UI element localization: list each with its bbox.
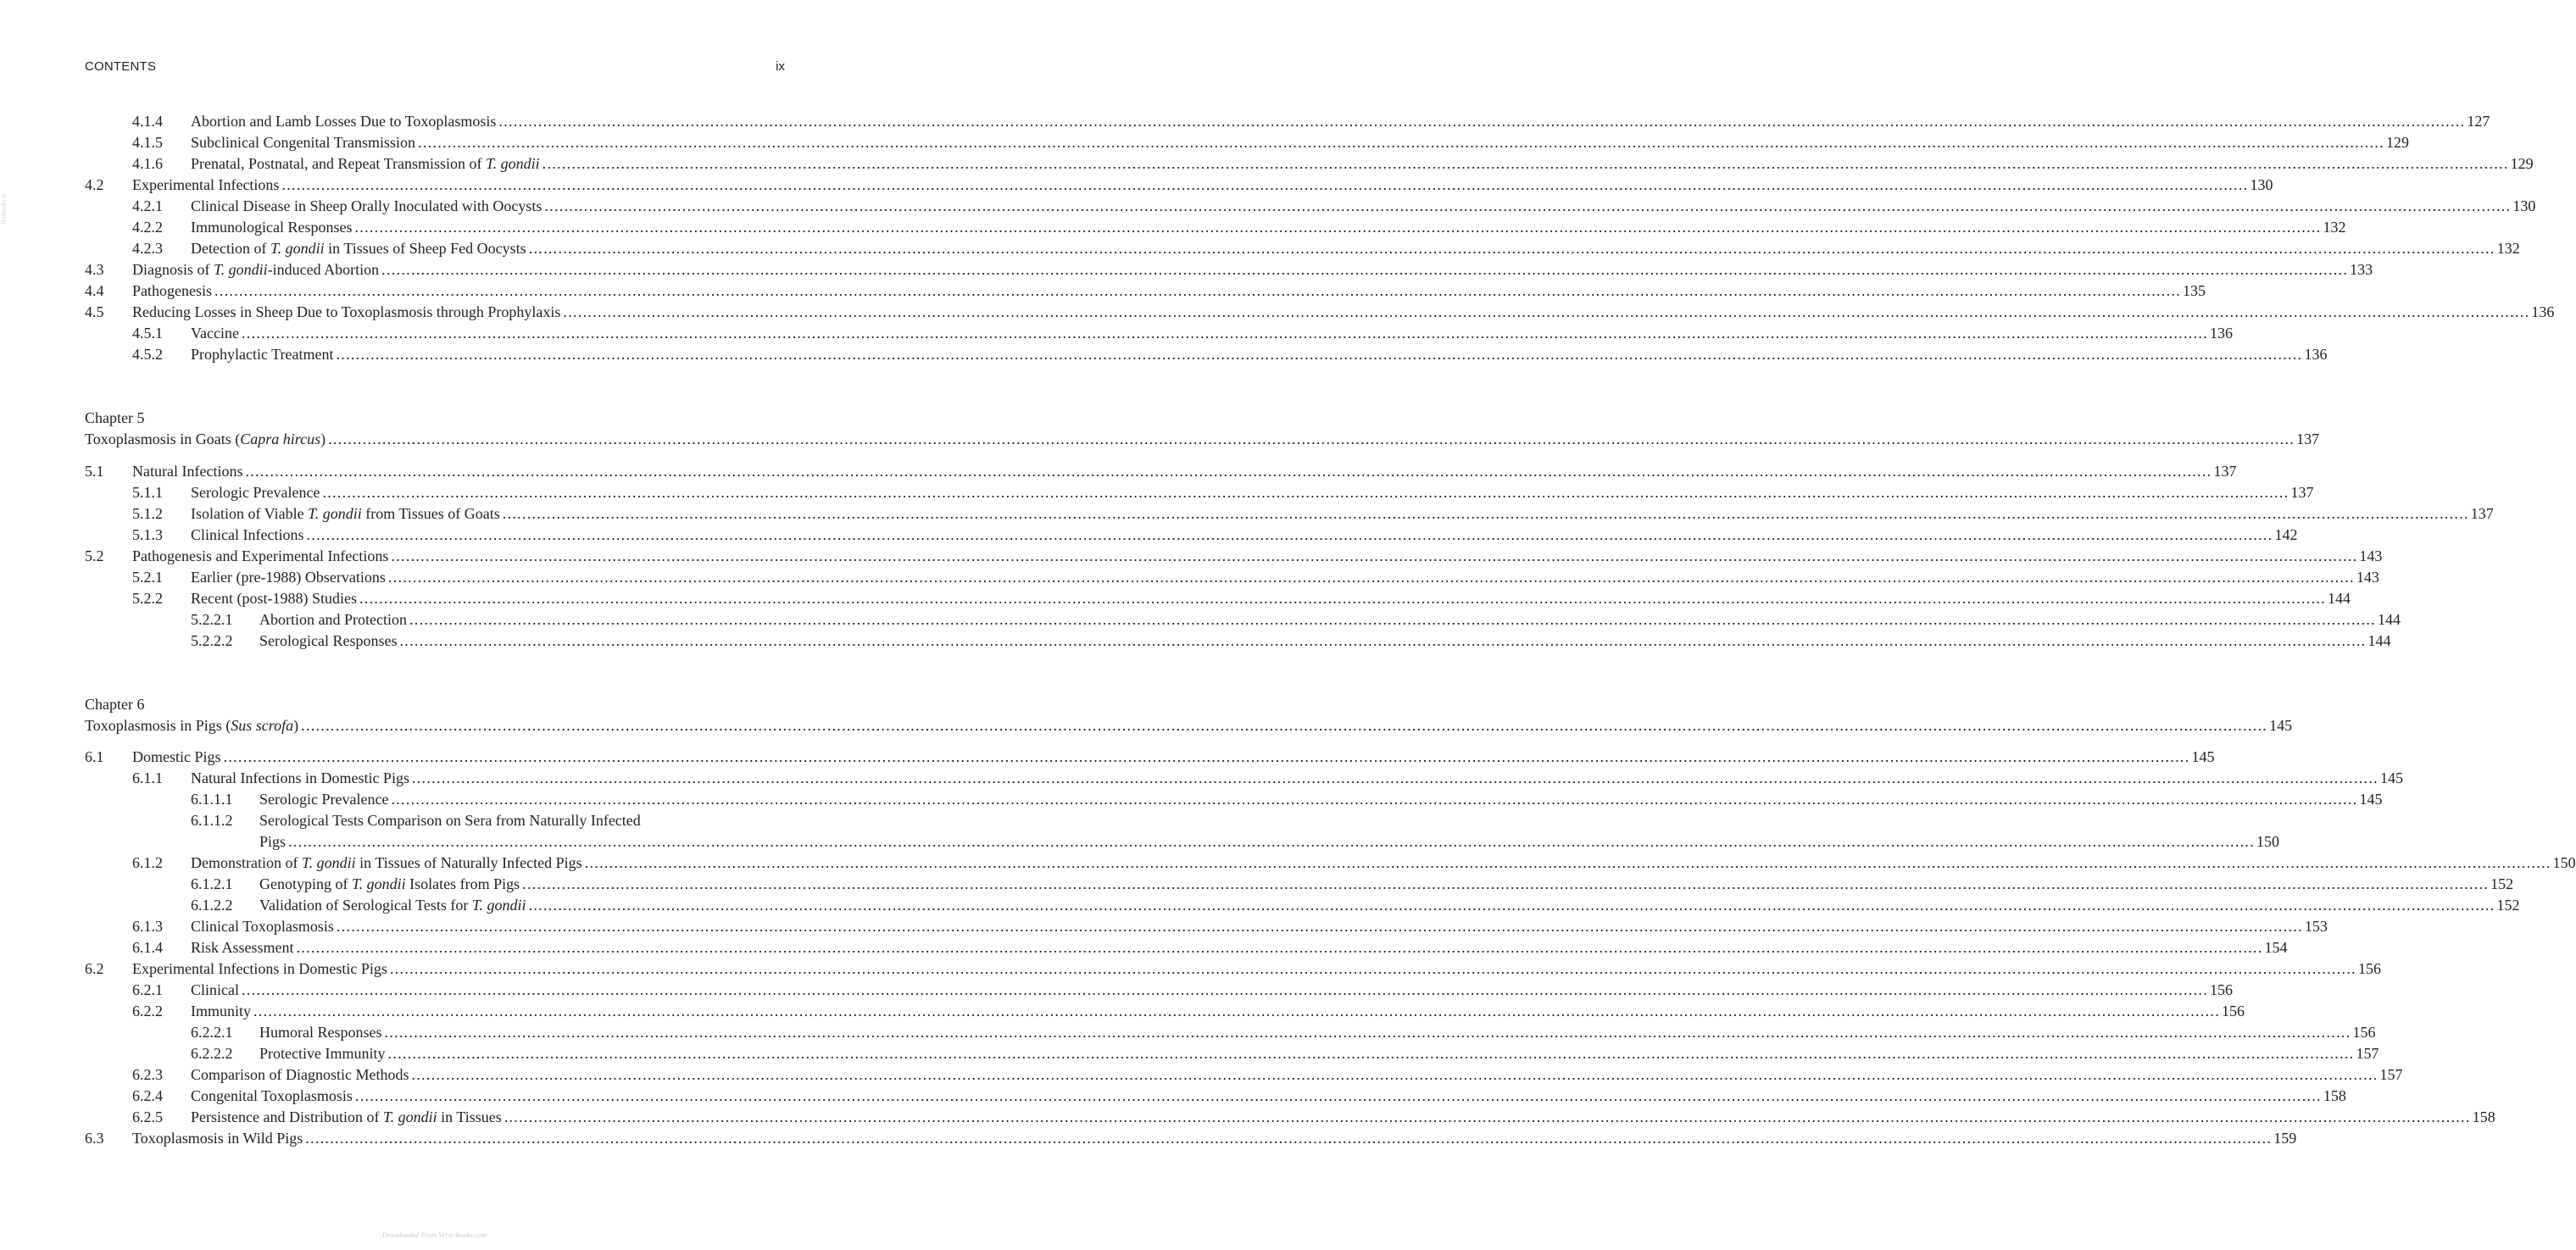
toc-entry[interactable] bbox=[85, 631, 2391, 652]
toc-entry-title: Genotyping of T. gondii Isolates from Pigs bbox=[259, 875, 520, 892]
toc-entry-number: 6.2.2.1 bbox=[191, 1024, 233, 1041]
toc-entry-title-line bbox=[191, 937, 2288, 958]
toc-entry-title: Clinical bbox=[191, 981, 239, 998]
toc-entry-title-line bbox=[85, 715, 2293, 736]
toc-entry-page-number: 156 bbox=[2352, 1024, 2376, 1041]
toc-entry-title: Pathogenesis and Experimental Infections bbox=[132, 547, 389, 564]
toc-entry-page-number: 137 bbox=[2290, 484, 2314, 501]
toc-entry-number: 6.3 bbox=[85, 1130, 104, 1147]
toc-entry-title: Immunological Responses bbox=[191, 219, 353, 236]
toc-entry[interactable] bbox=[85, 238, 2520, 259]
dot-leader: ................................................................................................................................................................................................................................................................................................................................................................................................................ bbox=[389, 960, 2356, 977]
toc-entry-number: 5.1.2 bbox=[132, 505, 163, 522]
dot-leader: ................................................................................................................................................................................................................................................................................................................................................................................................................ bbox=[544, 197, 2512, 214]
toc-entry-title: Earlier (pre-1988) Observations bbox=[191, 569, 386, 586]
toc-entry-title: Subclinical Congenital Transmission bbox=[191, 134, 416, 151]
toc-entry-number: 4.3 bbox=[85, 261, 104, 278]
toc-chapter-entry[interactable] bbox=[85, 715, 2293, 736]
toc-entry-title-line bbox=[191, 482, 2314, 503]
toc-entry-number: 4.5.2 bbox=[132, 346, 163, 363]
toc-entry-title-line bbox=[259, 895, 2520, 916]
dot-leader: ................................................................................................................................................................................................................................................................................................................................................................................................................ bbox=[542, 155, 2509, 172]
toc-entry[interactable] bbox=[85, 588, 2351, 609]
toc-entry-page-number: 136 bbox=[2209, 325, 2233, 342]
toc-entry-title-line bbox=[259, 874, 2514, 895]
toc-entry[interactable] bbox=[85, 895, 2520, 916]
toc-entry-title: Natural Infections in Domestic Pigs bbox=[191, 769, 409, 786]
dot-leader: ................................................................................................................................................................................................................................................................................................................................................................................................................ bbox=[399, 632, 2367, 649]
toc-entry[interactable] bbox=[85, 853, 2576, 874]
toc-entry[interactable] bbox=[85, 344, 2328, 365]
toc-entry-page-number: 127 bbox=[2467, 113, 2490, 130]
toc-entry-number: 6.1.2.1 bbox=[191, 875, 233, 892]
dot-leader: ................................................................................................................................................................................................................................................................................................................................................................................................................ bbox=[306, 526, 2273, 543]
toc-entry[interactable] bbox=[85, 111, 2490, 132]
toc-entry-title-line bbox=[191, 853, 2576, 874]
dot-leader: ................................................................................................................................................................................................................................................................................................................................................................................................................ bbox=[563, 303, 2530, 320]
toc-entry-number: 5.2.2.2 bbox=[191, 632, 233, 649]
section-gap bbox=[85, 736, 785, 747]
chapter-label: Chapter 5 bbox=[85, 409, 145, 426]
toc-entry-page-number: 152 bbox=[2496, 897, 2520, 914]
toc-entry[interactable] bbox=[85, 980, 2233, 1001]
dot-leader: ................................................................................................................................................................................................................................................................................................................................................................................................................ bbox=[336, 346, 2303, 363]
toc-entry[interactable] bbox=[85, 461, 2237, 482]
toc-entry-title: Pathogenesis bbox=[132, 282, 212, 299]
toc-entry-title: Demonstration of T. gondii in Tissues of Naturally Infected Pigs bbox=[191, 854, 582, 871]
toc-entry-title-line bbox=[191, 980, 2233, 1001]
toc-entry-title-line bbox=[191, 132, 2410, 153]
dot-leader: ................................................................................................................................................................................................................................................................................................................................................................................................................ bbox=[354, 219, 2322, 236]
toc-entry-page-number: 136 bbox=[2304, 346, 2328, 363]
toc-entry-title-line bbox=[191, 1107, 2495, 1128]
toc-entry-title: Pigs bbox=[259, 833, 287, 850]
toc-entry-number: 6.1.1.2 bbox=[191, 812, 233, 829]
toc-entry-title: Reducing Losses in Sheep Due to Toxoplasmosis through Prophylaxis bbox=[132, 303, 561, 320]
toc-entry-number: 4.2.3 bbox=[132, 240, 163, 257]
toc-entry-page-number: 157 bbox=[2379, 1066, 2403, 1083]
toc-entry-title: Experimental Infections bbox=[132, 176, 280, 193]
toc-entry-title-line bbox=[132, 546, 2383, 567]
toc-entry-number: 5.1 bbox=[85, 463, 104, 480]
dot-leader: ................................................................................................................................................................................................................................................................................................................................................................................................................ bbox=[418, 134, 2385, 151]
toc-entry-number: 6.2.3 bbox=[132, 1066, 163, 1083]
toc-entry-title: Abortion and Lamb Losses Due to Toxoplasmosis bbox=[191, 113, 497, 130]
toc-entry-title-line bbox=[191, 503, 2494, 525]
toc-entry-title-line bbox=[191, 1086, 2346, 1107]
toc-entry[interactable] bbox=[85, 874, 2514, 895]
toc-entry-number: 4.4 bbox=[85, 282, 104, 299]
toc-entry-number: 4.1.6 bbox=[132, 155, 163, 172]
toc-entry-title: Toxoplasmosis in Wild Pigs bbox=[132, 1130, 303, 1147]
dot-leader: ................................................................................................................................................................................................................................................................................................................................................................................................................ bbox=[498, 113, 2466, 130]
toc-entry-page-number: 137 bbox=[2213, 463, 2237, 480]
section-gap bbox=[85, 450, 785, 461]
toc-entry-title-line bbox=[259, 631, 2391, 652]
toc-entry[interactable] bbox=[85, 1107, 2495, 1128]
dot-leader: ................................................................................................................................................................................................................................................................................................................................................................................................................ bbox=[336, 918, 2303, 935]
toc-entry-title: Risk Assessment bbox=[191, 939, 294, 956]
toc-entry-page-number: 137 bbox=[2470, 505, 2494, 522]
dot-leader: ................................................................................................................................................................................................................................................................................................................................................................................................................ bbox=[528, 897, 2495, 914]
toc-entry-page-number: 130 bbox=[2250, 176, 2273, 193]
toc-entry-page-number: 135 bbox=[2183, 282, 2206, 299]
toc-entry-page-number: 129 bbox=[2510, 155, 2534, 172]
toc-entry-page-number: 137 bbox=[2296, 431, 2320, 447]
toc-entry-number: 5.2.2.1 bbox=[191, 611, 233, 628]
toc-entry[interactable] bbox=[85, 916, 2328, 937]
toc-entry-number: 6.2.4 bbox=[132, 1087, 163, 1104]
dot-leader: ................................................................................................................................................................................................................................................................................................................................................................................................................ bbox=[387, 569, 2355, 586]
toc-entry-page-number: 129 bbox=[2386, 134, 2410, 151]
toc-entry-title-line bbox=[191, 567, 2379, 588]
toc-entry-page-number: 145 bbox=[2379, 769, 2403, 786]
dot-leader: ................................................................................................................................................................................................................................................................................................................................................................................................................ bbox=[328, 431, 2295, 447]
toc-entry-title: Prophylactic Treatment bbox=[191, 346, 334, 363]
toc-entry-page-number: 153 bbox=[2304, 918, 2328, 935]
toc-entry-number: 6.1.4 bbox=[132, 939, 163, 956]
side-watermark: VetBooks.ir bbox=[0, 193, 8, 225]
toc-entry[interactable] bbox=[85, 196, 2536, 217]
toc-entry-title-line bbox=[191, 1064, 2403, 1086]
dot-leader: ................................................................................................................................................................................................................................................................................................................................................................................................................ bbox=[245, 463, 2212, 480]
dot-leader: ................................................................................................................................................................................................................................................................................................................................................................................................................ bbox=[584, 854, 2551, 871]
toc-entry-title-line bbox=[191, 153, 2534, 175]
toc-entry[interactable] bbox=[85, 525, 2298, 546]
toc-entry[interactable] bbox=[85, 1086, 2346, 1107]
toc-entry-title: Clinical Infections bbox=[191, 526, 304, 543]
toc-entry-page-number: 133 bbox=[2350, 261, 2373, 278]
toc-entry-number: 6.1.2.2 bbox=[191, 897, 233, 914]
toc-entry-title-line bbox=[191, 768, 2403, 789]
toc-entry-title: Immunity bbox=[191, 1003, 251, 1019]
toc-entry-page-number: 159 bbox=[2273, 1130, 2297, 1147]
toc-entry-title-line bbox=[191, 238, 2520, 259]
toc-entry-title-line bbox=[132, 1128, 2297, 1149]
toc-entry[interactable] bbox=[85, 747, 2215, 768]
toc-entry-title: Toxoplasmosis in Pigs (Sus scrofa) bbox=[85, 717, 299, 734]
toc-entry-page-number: 154 bbox=[2264, 939, 2288, 956]
toc-entry-number: 6.1.1 bbox=[132, 769, 163, 786]
chapter-label: Chapter 6 bbox=[85, 696, 145, 713]
toc-entry-page-number: 145 bbox=[2191, 748, 2215, 765]
toc-entry[interactable] bbox=[85, 503, 2494, 525]
toc-entry-page-number: 144 bbox=[2367, 632, 2391, 649]
dot-leader: ................................................................................................................................................................................................................................................................................................................................................................................................................ bbox=[522, 875, 2490, 892]
toc-entry-title: Vaccine bbox=[191, 325, 239, 342]
toc-entry-number: 4.5.1 bbox=[132, 325, 163, 342]
toc-entry[interactable] bbox=[85, 937, 2288, 958]
dot-leader: ................................................................................................................................................................................................................................................................................................................................................................................................................ bbox=[391, 547, 2358, 564]
toc-entry-title-line bbox=[132, 461, 2237, 482]
toc-entry-title-line bbox=[259, 789, 2383, 810]
dot-leader: ................................................................................................................................................................................................................................................................................................................................................................................................................ bbox=[528, 240, 2495, 257]
toc-entry-title: Serological Tests Comparison on Sera from Naturally Infected bbox=[259, 812, 641, 829]
toc-entry-title: Serological Responses bbox=[259, 632, 398, 649]
toc-entry-page-number: 132 bbox=[2323, 219, 2346, 236]
toc-entry[interactable] bbox=[85, 153, 2534, 175]
dot-leader: ................................................................................................................................................................................................................................................................................................................................................................................................................ bbox=[384, 1024, 2351, 1041]
toc-entry-number: 6.2.5 bbox=[132, 1108, 163, 1125]
dot-leader: ................................................................................................................................................................................................................................................................................................................................................................................................................ bbox=[359, 590, 2326, 607]
section-gap bbox=[85, 652, 785, 694]
toc-entry-title-line bbox=[259, 609, 2401, 631]
dot-leader: ................................................................................................................................................................................................................................................................................................................................................................................................................ bbox=[322, 484, 2289, 501]
toc-entry-title: Comparison of Diagnostic Methods bbox=[191, 1066, 409, 1083]
toc-entry-title-line bbox=[191, 111, 2490, 132]
toc-entry-page-number: 156 bbox=[2222, 1003, 2245, 1019]
toc-entry[interactable] bbox=[85, 1043, 2379, 1064]
dot-leader: ................................................................................................................................................................................................................................................................................................................................................................................................................ bbox=[409, 611, 2376, 628]
toc-entry-number: 6.2.1 bbox=[132, 981, 163, 998]
toc-entry[interactable] bbox=[85, 175, 2273, 196]
toc-entry-page-number: 144 bbox=[2327, 590, 2351, 607]
toc-entry-page-number: 157 bbox=[2356, 1045, 2379, 1062]
toc-entry-title-line bbox=[191, 344, 2328, 365]
toc-entry[interactable] bbox=[85, 259, 2373, 281]
toc-entry-page-number: 142 bbox=[2274, 526, 2298, 543]
toc-entry-number: 6.1.2 bbox=[132, 854, 163, 871]
toc-entry-page-number: 158 bbox=[2472, 1108, 2495, 1125]
dot-leader: ................................................................................................................................................................................................................................................................................................................................................................................................................ bbox=[296, 939, 2263, 956]
dot-leader: ................................................................................................................................................................................................................................................................................................................................................................................................................ bbox=[253, 1003, 2220, 1019]
toc-entry-page-number: 143 bbox=[2359, 547, 2383, 564]
running-head bbox=[85, 59, 785, 78]
toc-entry-number: 6.1.3 bbox=[132, 918, 163, 935]
toc-entry-page-number: 136 bbox=[2531, 303, 2555, 320]
toc-entry[interactable] bbox=[85, 482, 2314, 503]
running-head-page-number: ix bbox=[776, 59, 785, 74]
toc-entry-title-line bbox=[191, 525, 2298, 546]
toc-entry-page-number: 152 bbox=[2490, 875, 2514, 892]
toc-entry[interactable] bbox=[85, 567, 2379, 588]
dot-leader: ................................................................................................................................................................................................................................................................................................................................................................................................................ bbox=[223, 748, 2190, 765]
dot-leader: ................................................................................................................................................................................................................................................................................................................................................................................................................ bbox=[241, 325, 2208, 342]
toc-entry[interactable] bbox=[85, 1064, 2403, 1086]
toc-entry-title-line bbox=[259, 831, 2280, 853]
toc-entry-title-line bbox=[259, 1022, 2376, 1043]
dot-leader: ................................................................................................................................................................................................................................................................................................................................................................................................................ bbox=[502, 505, 2469, 522]
toc-entry[interactable] bbox=[85, 831, 2280, 853]
toc-entry-title: Isolation of Viable T. gondii from Tissues of Goats bbox=[191, 505, 500, 522]
dot-leader: ................................................................................................................................................................................................................................................................................................................................................................................................................ bbox=[381, 261, 2349, 278]
toc-entry-number: 4.5 bbox=[85, 303, 104, 320]
toc-entry-number: 5.1.3 bbox=[132, 526, 163, 543]
toc-entry-number: 5.1.1 bbox=[132, 484, 163, 501]
dot-leader: ................................................................................................................................................................................................................................................................................................................................................................................................................ bbox=[387, 1045, 2355, 1062]
dot-leader: ................................................................................................................................................................................................................................................................................................................................................................................................................ bbox=[281, 176, 2249, 193]
toc-entry-number: 4.2.2 bbox=[132, 219, 163, 236]
toc-entry-number: 5.2.2 bbox=[132, 590, 163, 607]
toc-entry-title: Toxoplasmosis in Goats (Capra hircus) bbox=[85, 431, 326, 447]
toc-entry-title: Experimental Infections in Domestic Pigs bbox=[132, 960, 387, 977]
dot-leader: ................................................................................................................................................................................................................................................................................................................................................................................................................ bbox=[411, 1066, 2378, 1083]
dot-leader: ................................................................................................................................................................................................................................................................................................................................................................................................................ bbox=[504, 1108, 2471, 1125]
toc-entry[interactable] bbox=[85, 546, 2383, 567]
toc-entry-title-line bbox=[191, 916, 2328, 937]
toc-entry[interactable] bbox=[85, 958, 2381, 980]
running-head-title: CONTENTS bbox=[85, 59, 157, 74]
toc-entry-number: 4.2 bbox=[85, 176, 104, 193]
toc-entry-title-line bbox=[85, 429, 2320, 450]
toc-entry-page-number: 145 bbox=[2359, 791, 2383, 808]
toc-entry-title: Natural Infections bbox=[132, 463, 243, 480]
toc-entry[interactable] bbox=[85, 302, 2555, 323]
toc-entry-title: Recent (post-1988) Studies bbox=[191, 590, 357, 607]
toc-entry-title: Serologic Prevalence bbox=[259, 791, 389, 808]
dot-leader: ................................................................................................................................................................................................................................................................................................................................................................................................................ bbox=[288, 833, 2256, 850]
toc-entry-title: Clinical Disease in Sheep Orally Inoculated with Oocysts bbox=[191, 197, 542, 214]
toc-entry-title: Diagnosis of T. gondii-induced Abortion bbox=[132, 261, 380, 278]
toc-entry[interactable] bbox=[85, 789, 2383, 810]
toc-entry-number: 6.1.1.1 bbox=[191, 791, 233, 808]
toc-entry-title-line bbox=[191, 1001, 2245, 1022]
toc-entry-title-line bbox=[132, 175, 2273, 196]
toc-entry[interactable] bbox=[85, 132, 2410, 153]
toc-entry-title-line bbox=[191, 588, 2351, 609]
toc-entry-number: 5.2 bbox=[85, 547, 104, 564]
toc-entry-title: Abortion and Protection bbox=[259, 611, 407, 628]
toc-entry-page-number: 143 bbox=[2356, 569, 2379, 586]
toc-entry-page-number: 150 bbox=[2256, 833, 2280, 850]
toc-entry-title-line bbox=[132, 302, 2555, 323]
toc-entry-number: 5.2.1 bbox=[132, 569, 163, 586]
toc-entry-number: 4.1.5 bbox=[132, 134, 163, 151]
toc-entry-title: Serologic Prevalence bbox=[191, 484, 320, 501]
toc-entry-number: 6.2 bbox=[85, 960, 104, 977]
toc-entry[interactable] bbox=[85, 609, 2401, 631]
toc-entry-title: Humoral Responses bbox=[259, 1024, 382, 1041]
toc-entry-title-line bbox=[132, 259, 2373, 281]
toc-entry-number: 6.2.2.2 bbox=[191, 1045, 233, 1062]
toc-entry[interactable] bbox=[85, 810, 785, 831]
toc-entry[interactable] bbox=[85, 217, 2346, 238]
toc-entry-page-number: 156 bbox=[2210, 981, 2233, 998]
toc-entry-number: 6.1 bbox=[85, 748, 104, 765]
toc-entry-title-line bbox=[191, 217, 2346, 238]
toc-entry-title: Protective Immunity bbox=[259, 1045, 386, 1062]
toc-entry-title: Domestic Pigs bbox=[132, 748, 221, 765]
toc-entry[interactable] bbox=[85, 281, 2206, 302]
toc-entry-title-line bbox=[132, 747, 2215, 768]
toc-entry-title: Detection of T. gondii in Tissues of Sheep Fed Oocysts bbox=[191, 240, 526, 257]
dot-leader: ................................................................................................................................................................................................................................................................................................................................................................................................................ bbox=[242, 981, 2208, 998]
toc-entry-number: 4.1.4 bbox=[132, 113, 163, 130]
toc-entry-title: Clinical Toxoplasmosis bbox=[191, 918, 334, 935]
dot-leader: ................................................................................................................................................................................................................................................................................................................................................................................................................ bbox=[301, 717, 2268, 734]
toc-entry-title-line bbox=[191, 196, 2536, 217]
toc-entry[interactable] bbox=[85, 768, 2403, 789]
dot-leader: ................................................................................................................................................................................................................................................................................................................................................................................................................ bbox=[391, 791, 2358, 808]
toc-entry-page-number: 150 bbox=[2552, 854, 2576, 871]
toc-entry[interactable] bbox=[85, 1022, 2376, 1043]
dot-leader: ................................................................................................................................................................................................................................................................................................................................................................................................................ bbox=[305, 1130, 2273, 1147]
toc-entry[interactable] bbox=[85, 1128, 2297, 1149]
toc-entry-title-line bbox=[259, 810, 641, 831]
footer-watermark: Downloaded From Vet-e-Books.com bbox=[381, 1231, 487, 1239]
toc-entry-title: Prenatal, Postnatal, and Repeat Transmission of T. gondii bbox=[191, 155, 540, 172]
toc-entry-title: Validation of Serological Tests for T. gondii bbox=[259, 897, 526, 914]
toc-entry-title-line bbox=[132, 281, 2206, 302]
toc-entry-title: Congenital Toxoplasmosis bbox=[191, 1087, 353, 1104]
toc-entry-page-number: 158 bbox=[2323, 1087, 2346, 1104]
toc-entry-page-number: 145 bbox=[2269, 717, 2293, 734]
toc-entry-title: Persistence and Distribution of T. gondii in Tissues bbox=[191, 1108, 502, 1125]
toc-entry-title-line bbox=[259, 1043, 2379, 1064]
toc-entry[interactable] bbox=[85, 323, 2233, 344]
dot-leader: ................................................................................................................................................................................................................................................................................................................................................................................................................ bbox=[354, 1087, 2322, 1104]
toc-entry-page-number: 132 bbox=[2496, 240, 2520, 257]
toc-entry-title-line bbox=[191, 323, 2233, 344]
toc-entry-page-number: 156 bbox=[2357, 960, 2381, 977]
toc-entry-page-number: 130 bbox=[2512, 197, 2536, 214]
toc-entry-page-number: 144 bbox=[2377, 611, 2401, 628]
dot-leader: ................................................................................................................................................................................................................................................................................................................................................................................................................ bbox=[411, 769, 2378, 786]
toc-entry-number: 4.2.1 bbox=[132, 197, 163, 214]
toc-entry-number: 6.2.2 bbox=[132, 1003, 163, 1019]
section-gap bbox=[85, 365, 785, 408]
toc-entry-title-line bbox=[132, 958, 2381, 980]
dot-leader: ................................................................................................................................................................................................................................................................................................................................................................................................................ bbox=[214, 282, 2181, 299]
toc-chapter-entry[interactable] bbox=[85, 429, 2320, 450]
table-of-contents bbox=[85, 111, 2576, 1149]
toc-entry[interactable] bbox=[85, 1001, 2245, 1022]
